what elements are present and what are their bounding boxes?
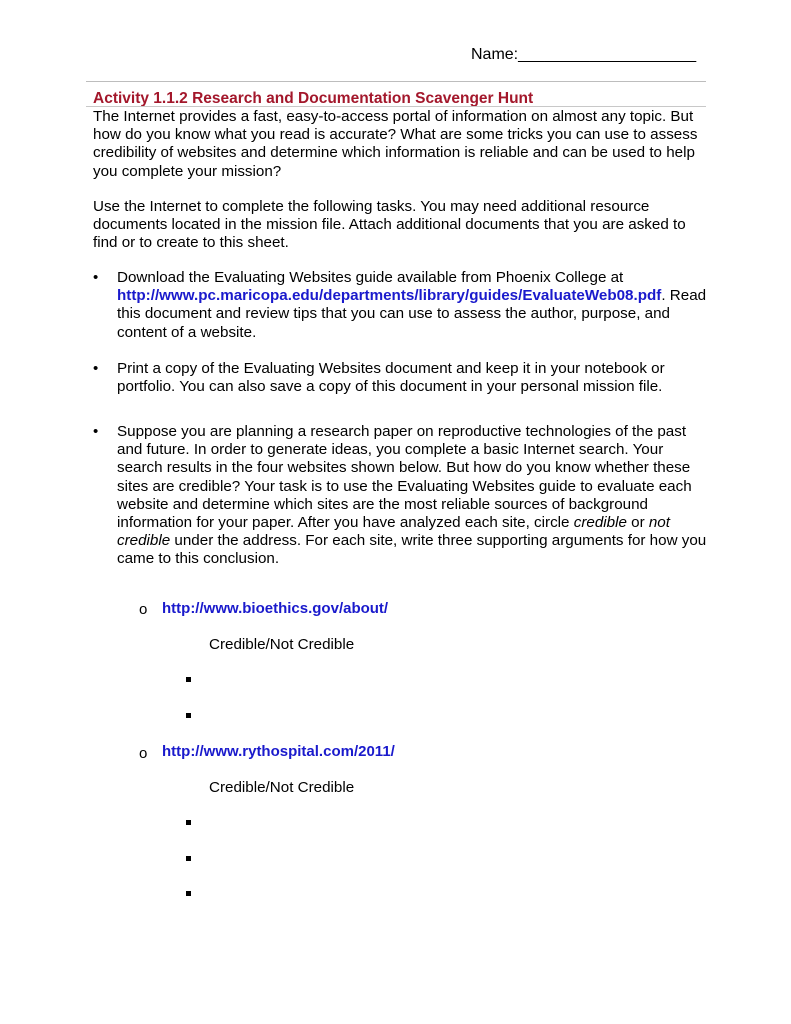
argument-bullet	[186, 856, 191, 861]
argument-bullet	[186, 713, 191, 718]
site-link-bioethics[interactable]: http://www.bioethics.gov/about/	[162, 600, 389, 617]
task-text: or	[626, 514, 649, 532]
instructions-paragraph: Use the Internet to complete the following tasks. You may need additional resource documents located in the mission file. Attach additional documents that you are asked to find or to create to this sheet.	[93, 198, 686, 252]
intro-paragraph: The Internet provides a fast, easy-to-access portal of information on almost any topic. But how do you know what you read is accurate? What are some tricks you can use to assess credibility of websites and determine which information is reliable and can be used to help you complete your mission?	[93, 108, 698, 180]
argument-bullet	[186, 820, 191, 825]
task-text: . Read this document and review tips that you can use to assess the author, purpose, and content of a website.	[117, 287, 707, 341]
name-field-label: Name:____________________	[471, 46, 697, 63]
activity-title: Activity 1.1.2 Research and Documentation Scavenger Hunt	[93, 90, 534, 107]
task-text: Download the Evaluating Websites guide available from Phoenix College at	[117, 269, 624, 286]
task-bullet: •	[93, 269, 99, 286]
site-marker: o	[139, 601, 148, 618]
site-link-rythospital[interactable]: http://www.rythospital.com/2011/	[162, 743, 395, 760]
header-divider	[86, 81, 706, 82]
evaluate-web-pdf-link[interactable]: http://www.pc.maricopa.edu/departments/library/guides/EvaluateWeb08.pdf	[117, 287, 662, 305]
task-download-guide	[117, 269, 707, 342]
credible-term: credible	[573, 514, 627, 532]
task-text: under the address. For each site, write three supporting arguments for how you came to this conclusion.	[117, 532, 707, 568]
task-print-copy: Print a copy of the Evaluating Websites document and keep it in your notebook or portfolio. You can also save a copy of this document in your personal mission file.	[117, 360, 665, 396]
argument-bullet	[186, 891, 191, 896]
task-bullet: •	[93, 360, 99, 377]
argument-bullet	[186, 677, 191, 682]
credibility-choice: Credible/Not Credible	[209, 779, 355, 796]
site-marker: o	[139, 745, 148, 762]
not-credible-term: not credible	[117, 514, 670, 550]
title-divider	[86, 106, 706, 107]
task-evaluate-sites	[117, 423, 707, 569]
credibility-choice: Credible/Not Credible	[209, 636, 355, 653]
task-bullet: •	[93, 423, 99, 440]
task-text: Suppose you are planning a research paper on reproductive technologies of the past and future. In order to generate ideas, you complete a basic Internet search. Your search results in the four websites shown below. But how do you know whether these sites are credible? Your task is to use the Evaluating Websites guide to evaluate each website and determine which sites are the most reliable sources of background information for your paper. After you have analyzed each site, circle	[117, 423, 692, 532]
